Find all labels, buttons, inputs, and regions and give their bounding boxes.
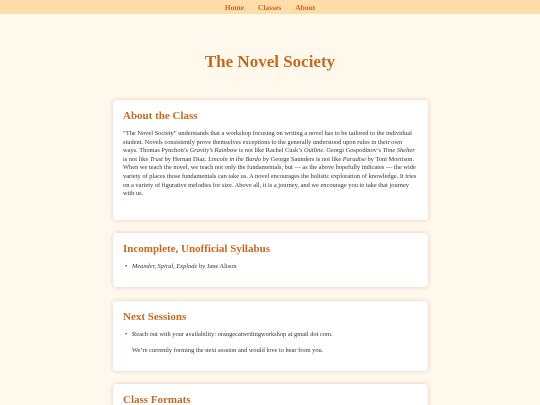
nav-link-home[interactable]: Home bbox=[224, 2, 244, 12]
sessions-contact-item: • Reach out with your availability: orangecatwritingworkshop at gmail dot com. bbox=[123, 331, 418, 340]
about-class-heading: About the Class bbox=[123, 110, 198, 122]
site-title: The Novel Society bbox=[204, 52, 336, 71]
syllabus-heading: Incomplete, Unofficial Syllabus bbox=[123, 243, 270, 255]
book-title: Time Shelter bbox=[382, 147, 415, 155]
nav-link-classes[interactable]: Classes bbox=[257, 2, 282, 12]
book-title: Gravity’s Rainbow bbox=[189, 147, 238, 155]
about-text-segment: by Hernan Diaz. bbox=[162, 155, 209, 163]
syllabus-card bbox=[113, 233, 428, 287]
about-class-card bbox=[113, 100, 428, 220]
book-title: Trust bbox=[149, 155, 163, 163]
book-title: Paradise bbox=[342, 155, 366, 163]
syllabus-list bbox=[123, 263, 418, 272]
about-text-segment: by Toni Morrison. When we teach the novel, we teach not only the fundamentals, but — as the above hopefully indicates — the wide variety of places those fundamentals can take us. A novel encourages the holistic exploration of knowledge. It tries on a variety of figurative melodies for size. Above all, it is a journey, and we encourage you to take that journey with us. bbox=[123, 155, 417, 198]
book-title: Meander, Spiral, Explode bbox=[132, 263, 198, 270]
book-title: Lincoln in the Bardo bbox=[208, 155, 262, 163]
class-formats-card bbox=[113, 384, 428, 405]
about-text-segment: by George Saunders is not like bbox=[261, 155, 343, 163]
nav-link-about[interactable]: About bbox=[295, 2, 316, 12]
class-formats-heading: Class Formats bbox=[123, 394, 191, 405]
about-class-description bbox=[123, 130, 418, 199]
about-text-segment: is not like bbox=[123, 155, 150, 163]
next-sessions-card bbox=[113, 301, 428, 371]
book-title: Outline bbox=[304, 147, 324, 155]
top-nav bbox=[0, 0, 540, 14]
about-text-segment: is not like Rachel Cusk’s bbox=[237, 147, 305, 155]
next-sessions-heading: Next Sessions bbox=[123, 311, 187, 323]
about-text-segment: . Georgi Gospodinov’s bbox=[323, 147, 383, 155]
syllabus-item bbox=[123, 263, 418, 272]
sessions-list bbox=[123, 331, 418, 340]
about-text-segment: “The Novel Society” understands that a workshop focusing on writing a novel has to be tailored to the individual student. Novels consistently prove themselves exceptions to the generally understood upon rules in their own ways. Thomas Pynchon’s bbox=[123, 130, 412, 155]
book-author: by Jane Alison bbox=[197, 263, 237, 270]
sessions-note: We’re currently forming the next session and would love to hear from you. bbox=[132, 346, 324, 354]
